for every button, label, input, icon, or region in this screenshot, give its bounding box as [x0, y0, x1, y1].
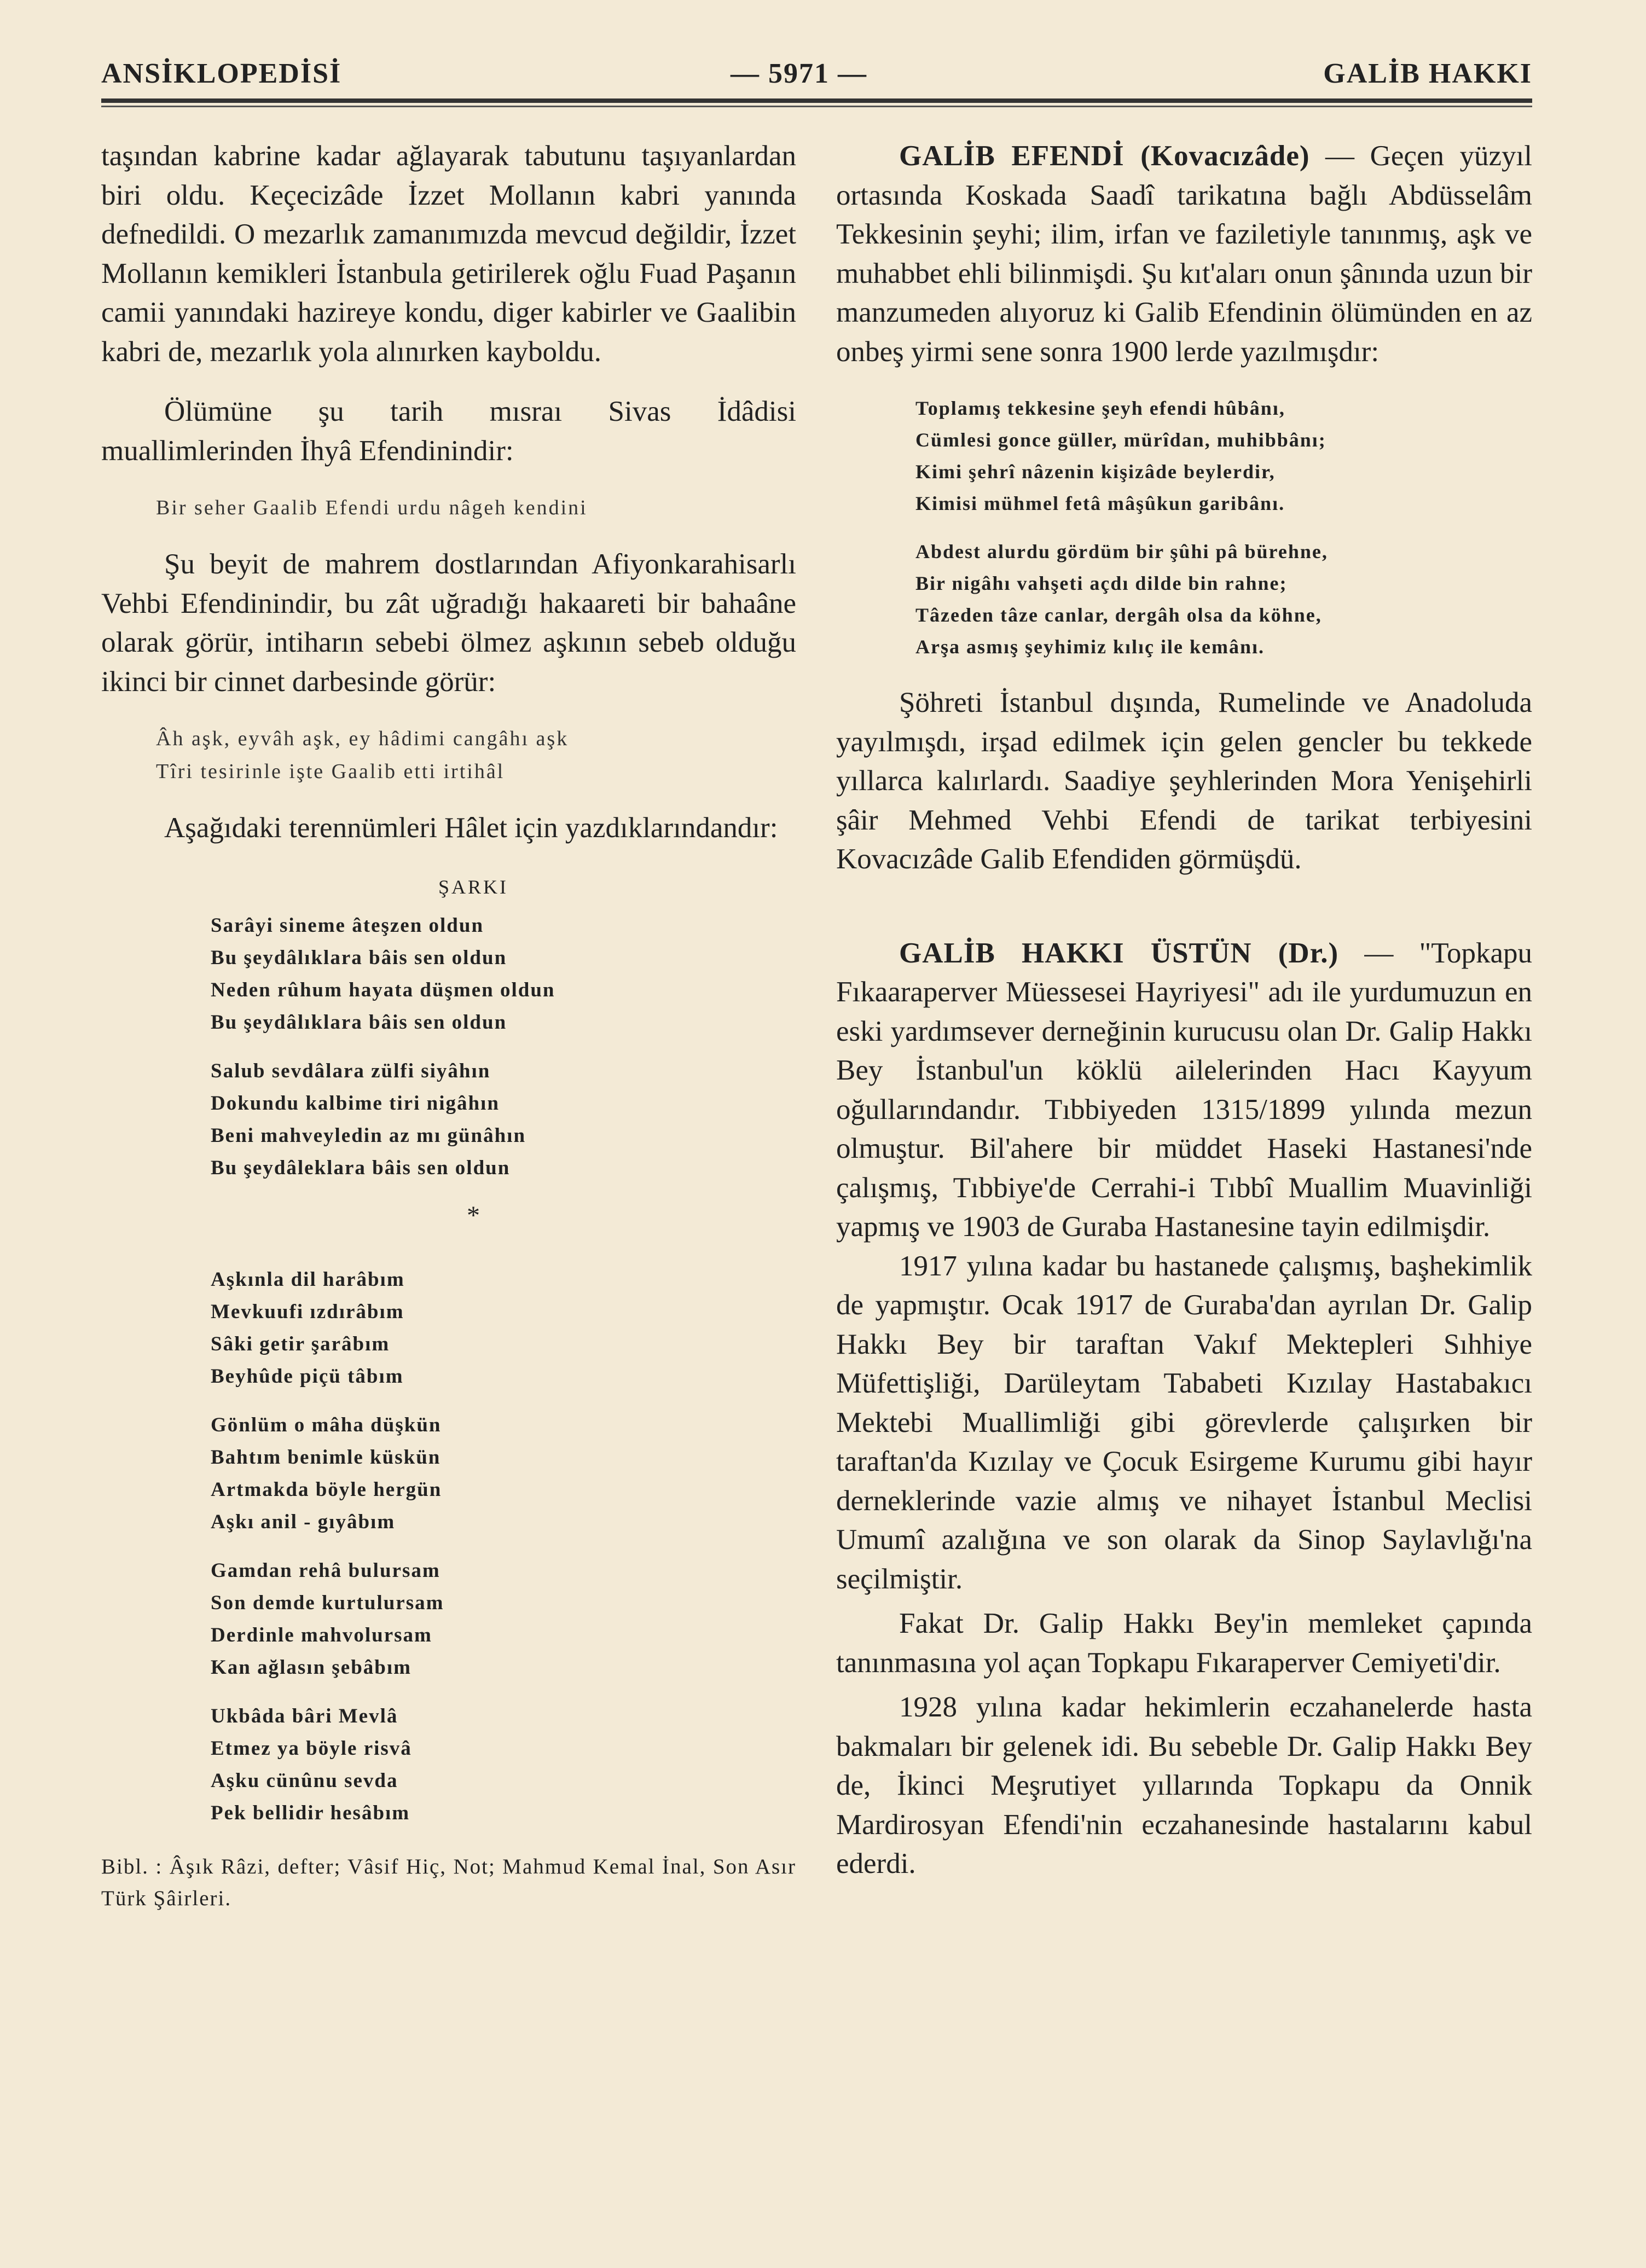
- right-column: [836, 137, 1532, 1884]
- sarki-stanzas: [101, 909, 796, 1184]
- page-number: — 5971 —: [731, 58, 867, 89]
- header-left: ANSİKLOPEDİSİ: [101, 58, 342, 89]
- page-header: [101, 52, 1532, 101]
- verse-line: Gamdan rehâ bulursam: [211, 1559, 441, 1582]
- bibliography: [101, 1851, 796, 1915]
- tarih-verse: Bir seher Gaalib Efendi urdu nâgeh kendini: [156, 496, 588, 519]
- verse-line: Artmakda böyle hergün: [211, 1478, 442, 1501]
- entry-text: — "Topkapu Fıkaaraperver Müessesei Hayriyesi" adı ile yurdumuzun en eski yardımsever derneğinin kurucusu olan Dr. Galip Hakkı Bey İstanbul'un köklü ailelerinden Hacı Kayyum oğullarındandır. Tıbbiyeden 1315/1899 yılında mezun olmuştur. Bil'ahere bir müddet Haseki Hastanesi'nde çalışmış, Tıbbiye'de Cerrahi-i Tıbbî Muallim Muavinliği yapmış ve 1903 de Guraba Hastanesine tayin edilmişdir.: [836, 937, 1532, 1243]
- verse-line: Son demde kurtulursam: [211, 1591, 444, 1614]
- verse-line: Neden rûhum hayata düşmen oldun: [211, 978, 555, 1001]
- verse-line: Dokundu kalbime tiri nigâhın: [211, 1092, 500, 1115]
- entry-heading: GALİB HAKKI ÜSTÜN (Dr.): [899, 937, 1339, 969]
- header-rule: [101, 98, 1532, 103]
- verse-line: Beni mahveyledin az mı günâhın: [211, 1124, 526, 1147]
- verse-line: Abdest alurdu gördüm bir şûhi pâ bürehne,: [915, 541, 1328, 562]
- verse-line: Gönlüm o mâha düşkün: [211, 1413, 442, 1436]
- entry-text: — Geçen yüzyıl ortasında Koskada Saadî tarikatına bağlı Abdüsselâm Tekkesinin şeyhi; ilim, irfan ve faziletiyle tanınmış, aşk ve muhabbet ehli bilinmişdi. Şu kıt'aları onun şânında uzun bir manzumeden alıyoruz ki Galib Efendinin ölümünden en az onbeş yirmi sene sonra 1900 lerde yazılmışdır:: [836, 140, 1532, 368]
- verse-line: Arşa asmış şeyhimiz kılıç ile kemânı.: [915, 636, 1265, 658]
- header-right: GALİB HAKKI: [1323, 58, 1532, 89]
- verse-line: Sarâyi sineme âteşzen oldun: [211, 914, 484, 937]
- entry-paragraph: 1928 yılına kadar hekimlerin eczahanelerde hasta bakmaları bir gelenek idi. Bu sebeble Dr. Galip Hakkı Bey de, İkinci Meşrutiyet yıllarında Topkapu da Onnik Mardirosyan Efendi'nin eczahanesinde hastalarını kabul ederdi.: [836, 1691, 1532, 1880]
- entry-paragraph: 1917 yılına kadar bu hastanede çalışmış, başhekimlik de yapmıştır. Ocak 1917 de Guraba'dan ayrılan Dr. Galip Hakkı Bey bir taraftan Vakıf Mektepleri Sıhhiye Müfettişliği, Darüleytam Tababeti Kızılay Hastabakıcı Mektebi Muallimliği gibi görevlerde çalışırken bir taraftan'da Kızılay ve Çocuk Esirgeme Kurumu gibi hayır derneklerinde vazie almış ve nihayet İstanbul Meclisi Umumî azalığına ve son olarak da Sinop Saylavlığı'na seçilmiştir.: [836, 1250, 1532, 1595]
- verse-line: Sâki getir şarâbım: [211, 1332, 390, 1355]
- verse-line: Mevkuufi ızdırâbım: [211, 1300, 404, 1323]
- verse-line: Ukbâda bâri Mevlâ: [211, 1704, 398, 1727]
- entry-heading: GALİB EFENDİ (Kovacızâde): [899, 140, 1310, 172]
- verse-line: Pek bellidir hesâbım: [211, 1801, 410, 1824]
- section-star: *: [467, 1200, 480, 1230]
- left-column: [101, 137, 796, 1915]
- left-para-4: Aşağıdaki terennümleri Hâlet için yazdıklarındandır:: [164, 812, 778, 844]
- entry-paragraph: Fakat Dr. Galip Hakkı Bey'in memleket çapında tanınmasına yol açan Topkapu Fıkaraperver Cemiyeti'dir.: [836, 1608, 1532, 1679]
- entry-galib-efendi-tail: Şöhreti İstanbul dışında, Rumelinde ve Anadoluda yayılmışdı, irşad edilmek için gelen gencler bu tekkede yıllarca kalırlardı. Saadiye şeyhlerinden Mora Yenişehirli şâir Mehmed Vehbi Efendi de tarikat terbiyesini Kovacızâde Galib Efendiden görmüşdü.: [836, 687, 1532, 875]
- left-para-2: Ölümüne şu tarih mısraı Sivas İdâdisi muallimlerinden İhyâ Efendinindir:: [101, 396, 796, 467]
- left-para-3: Şu beyit de mahrem dostlarından Afiyonkarahisarlı Vehbi Efendinindir, bu zât uğradığı hakaareti bir bahaâne olarak görür, intiharın sebebi ölmez aşkının sebeb olduğu ikinci bir cinnet darbesinde görür:: [101, 548, 796, 698]
- verse-line: Aşku cünûnu sevda: [211, 1769, 398, 1792]
- beyit-line-1: Âh aşk, eyvâh aşk, ey hâdimi cangâhı aşk: [156, 727, 569, 750]
- verse-line: Bu şeydâlıklara bâis sen oldun: [211, 946, 507, 969]
- verse-line: Beyhûde piçü tâbım: [211, 1365, 404, 1388]
- verse-line: Kimisi mühmel fetâ mâşûkun garibânı.: [915, 492, 1285, 514]
- verse-line: Cümlesi gonce güller, mürîdan, muhibbânı;: [915, 429, 1326, 451]
- verse-line: Aşkınla dil harâbım: [211, 1268, 405, 1291]
- verse-line: Bu şeydâlıklara bâis sen oldun: [211, 1011, 507, 1034]
- verse-line: Salub sevdâlara zülfi siyâhın: [211, 1059, 491, 1082]
- verse-line: Bir nigâhı vahşeti açdı dilde bin rahne;: [915, 572, 1288, 594]
- kita-verses: [836, 392, 1532, 663]
- sarki-title: ŞARKI: [438, 875, 509, 898]
- verse-line: Aşkı anil - gıyâbım: [211, 1510, 396, 1533]
- entry-galib-efendi: [836, 137, 1532, 372]
- verse-line: Kimi şehrî nâzenin kişizâde beylerdir,: [915, 461, 1276, 483]
- header-rule-thin: [101, 106, 1532, 107]
- gazel-stanzas: [101, 1263, 796, 1829]
- beyit-line-2: Tîri tesirinle işte Gaalib etti irtihâl: [156, 760, 505, 783]
- verse-line: Kan ağlasın şebâbım: [211, 1656, 412, 1679]
- verse-line: Tâzeden tâze canlar, dergâh olsa da köhne,: [915, 604, 1322, 626]
- verse-line: Bu şeydâleklara bâis sen oldun: [211, 1156, 511, 1179]
- verse-line: Toplamış tekkesine şeyh efendi hûbânı,: [915, 397, 1285, 419]
- verse-line: Bahtım benimle küskün: [211, 1446, 441, 1469]
- verse-line: Etmez ya böyle risvâ: [211, 1737, 412, 1760]
- verse-line: Derdinle mahvolursam: [211, 1623, 432, 1646]
- entry-galib-hakki-ustun: [836, 934, 1532, 1247]
- left-para-1: taşından kabrine kadar ağlayarak tabutunu taşıyanlardan biri oldu. Keçecizâde İzzet Mollanın kabri yanında defnedildi. O mezarlık zamanımızda mevcud değildir, İzzet Mollanın kemikleri İstanbula getirilerek oğlu Fuad Paşanın camii yanındaki hazireye kondu, diger kabirler ve Gaalibin kabri de, mezarlık yola alınırken kayboldu.: [101, 140, 796, 368]
- bibliography-text: Bibl. : Âşık Râzi, defter; Vâsif Hiç, Not; Mahmud Kemal İnal, Son Asır Türk Şâirleri.: [101, 1854, 796, 1910]
